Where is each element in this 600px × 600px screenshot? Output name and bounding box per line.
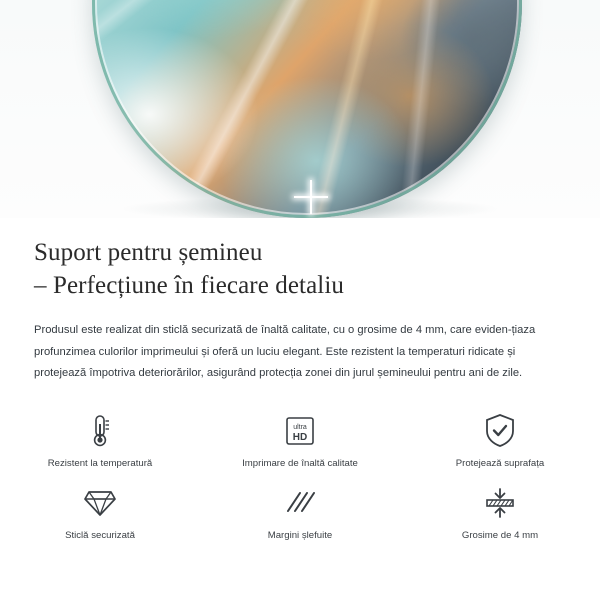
page-title-line-1: Suport pentru șemineu (34, 239, 263, 266)
feature-label: Imprimare de înaltă calitate (242, 458, 358, 469)
feature-grid (0, 405, 600, 549)
feature-label: Protejează suprafața (455, 458, 545, 469)
glass-disc-image (92, 0, 522, 218)
description-paragraph: Produsul este realizat din sticlă securizată de înaltă calitate, cu o grosime de 4 mm, care eviden-țiaza profunzimea culorilor imprimeului și oferă un luciu elegant. Este rezistent la temperaturi ridicate și protejează împotriva deteriorărilor, asigurând protecția zonei din jurul șemineului pentru ani de zile. (34, 324, 536, 379)
feature-surface-protection (400, 405, 600, 477)
shield-check-icon (483, 411, 517, 451)
feature-label: Margini șlefuite (267, 530, 333, 541)
feature-temperature-resistant (0, 405, 200, 477)
page-title-line-2: – Perfecțiune în fiecare detaliu (34, 272, 344, 299)
svg-text:ultra: ultra (293, 424, 307, 431)
hero-product-image (0, 0, 600, 218)
feature-tempered-glass (0, 477, 200, 549)
feature-label: Rezistent la temperatură (47, 458, 153, 469)
thickness-4mm-icon (481, 483, 519, 523)
feature-polished-edges (200, 477, 400, 549)
text-content (0, 218, 600, 385)
feature-thickness-4mm (400, 477, 600, 549)
diamond-icon (81, 483, 119, 523)
feature-label: Sticlă securizată (65, 530, 135, 541)
glass-gloss (92, 0, 522, 218)
feature-ultra-hd-print (200, 405, 400, 477)
svg-text:HD: HD (292, 432, 308, 443)
ultra-hd-icon (282, 411, 318, 451)
polished-edges-icon (282, 483, 318, 523)
page-title (0, 218, 600, 302)
feature-label: Grosime de 4 mm (461, 530, 539, 541)
thermometer-icon (83, 411, 117, 451)
